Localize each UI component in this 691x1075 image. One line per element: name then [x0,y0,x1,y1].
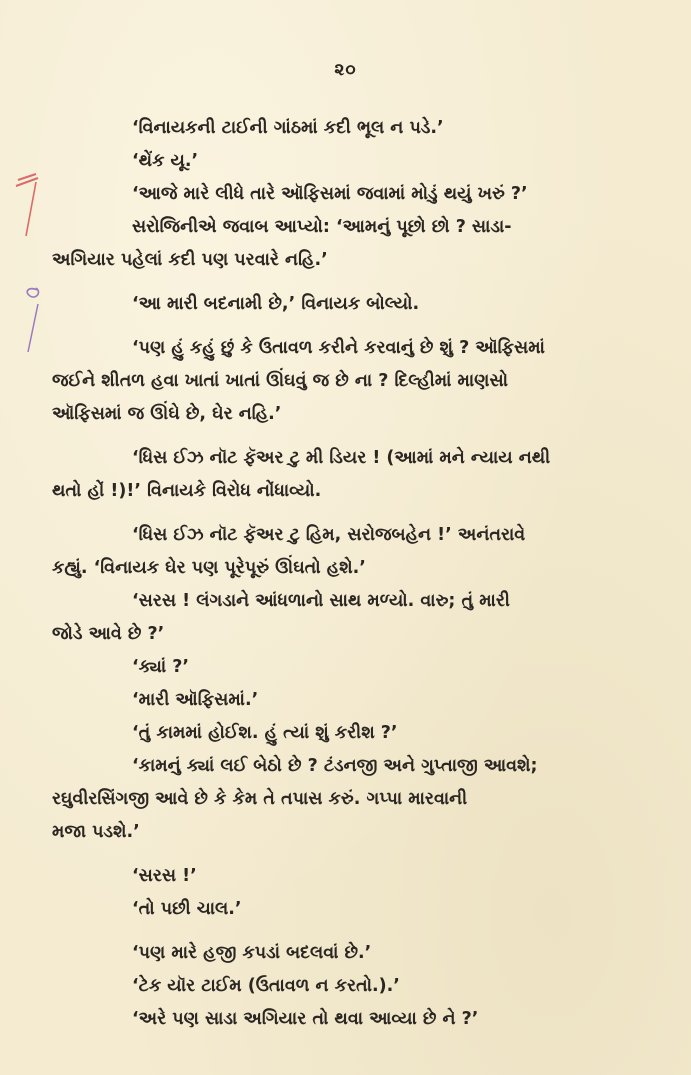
text-line: ‘પણ હું કહું છું કે ઉતાવળ કરીને કરવાનું છે શું ? ઑફિસમાં [132,338,545,358]
text-line: ‘થેંક યૂ.’ [132,151,199,171]
text-line: ‘વિનાયકની ટાઈની ગાંઠમાં કદી ભૂલ ન પડે.’ [132,118,444,138]
text-line: ઑફિસમાં જ ઊંઘે છે, ઘેર નહિ.’ [52,404,282,424]
text-line: ‘આજે મારે લીધે તારે ઑફિસમાં જવામાં મોડું થયું ખરું ?’ [132,184,528,204]
text-line: ‘તું કામમાં હોઈશ. હું ત્યાં શું કરીશ ?’ [132,723,398,743]
margin-pen-mark [14,160,50,240]
text-line: ‘પણ મારે હજી કપડાં બદલવાં છે.’ [132,943,372,963]
text-line: થતો હોં !)!’ વિનાયકે વિરોધ નોંધાવ્યો. [52,481,322,501]
text-line: મજા પડશે.’ [52,822,140,842]
text-line: ‘ક્યાં ?’ [132,657,190,677]
text-line: ‘ધિસ ઈઝ નૉટ ફૅઅર ટુ મી ડિયર ! (આમાં મને ન્યાય નથી [132,448,551,468]
text-line: સરોજિનીએ જવાબ આપ્યો: ‘આમનું પૂછો છો ? સાડા- [132,217,512,237]
text-line: જોડે આવે છે ?’ [52,624,165,644]
text-line: ‘આ મારી બદનામી છે,’ વિનાયક બોલ્યો. [132,294,420,314]
text-line: ‘ટેક યૉર ટાઈમ (ઉતાવળ ન કરતો.).’ [132,976,400,996]
page-number: ૨૦ [334,60,357,80]
text-line: ‘કામનું ક્યાં લઈ બેઠો છે ? ટંડનજી અને ગુપ્તાજી આવશે; [132,756,538,776]
text-line: ‘ધિસ ઈઝ નૉટ ફૅઅર ટુ હિમ, સરોજબહેન !’ અનંતરાવે [132,525,526,545]
text-line: રઘુવીરસિંગજી આવે છે કે કેમ તે તપાસ કરું. ગપ્પા મારવાની [52,789,468,809]
text-line: ‘તો પછી ચાલ.’ [132,899,242,919]
text-line: ‘અરે પણ સાડા અગિયાર તો થવા આવ્યા છે ને ?’ [132,1009,479,1029]
text-line: ‘સરસ !’ [132,866,197,886]
text-line: ‘સરસ ! લંગડાને આંધળાનો સાથ મળ્યો. વારુ; તું મારી [132,591,510,611]
body-text [52,112,652,1036]
text-line: ‘મારી ઑફિસમાં.’ [132,690,259,710]
margin-pen-mark [14,278,50,358]
text-line: કહ્યું. ‘વિનાયક ઘેર પણ પૂરેપૂરું ઊંઘતો હશે.’ [52,558,366,578]
text-line: જઈને શીતળ હવા ખાતાં ખાતાં ઊંઘવું જ છે ના ? દિલ્હીમાં માણસો [52,371,508,391]
text-line: અગિયાર પહેલાં કદી પણ પરવારે નહિ.’ [52,250,328,270]
